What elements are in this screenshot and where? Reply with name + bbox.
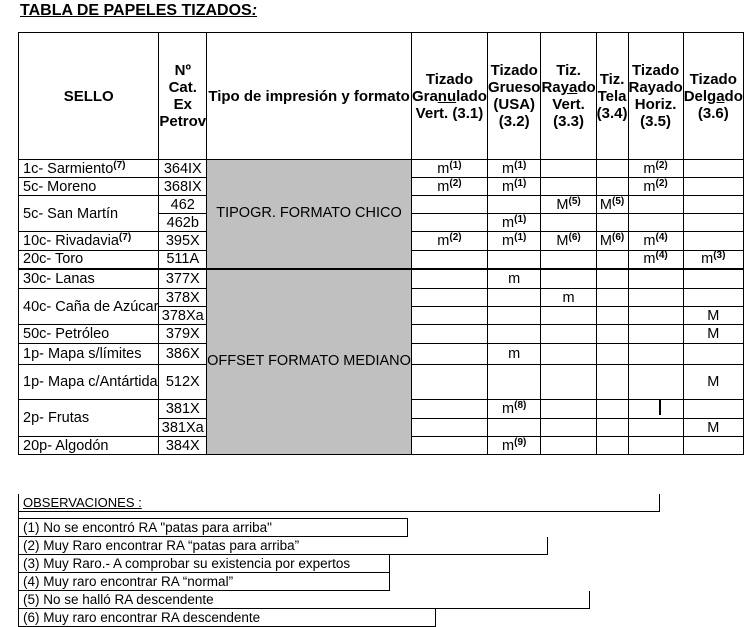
mark-c32: $m^{(1)}$	[487, 232, 541, 251]
mark-c33	[541, 178, 596, 196]
observaciones-block	[18, 494, 660, 627]
mark-c33	[541, 251, 596, 269]
catalog-number: 395X	[159, 232, 207, 251]
observacion-note: (1) No se encontró RA "patas para arriba"	[18, 518, 408, 537]
observaciones-notes	[18, 518, 660, 627]
mark-c35	[628, 400, 683, 419]
mark-c31	[411, 437, 487, 455]
catalog-number: 364IX	[159, 160, 207, 178]
mark-c33	[541, 400, 596, 419]
mark-c35: $m^{(2)}$	[628, 160, 683, 178]
mark-c31: $m^{(2)}$	[411, 178, 487, 196]
mark-c32: m	[487, 344, 541, 365]
mark-c33: m	[541, 289, 596, 307]
mark-c36: M	[683, 419, 743, 437]
mark-c34	[596, 178, 628, 196]
stamp-name: 10c- Rivadavia$^{(7)}$	[19, 232, 159, 251]
table-row	[19, 269, 744, 289]
catalog-number: 381Xa	[159, 419, 207, 437]
catalog-number: 381X	[159, 400, 207, 419]
mark-c36: M	[683, 325, 743, 344]
mark-c36	[683, 178, 743, 196]
mark-c36	[683, 232, 743, 251]
mark-c34	[596, 437, 628, 455]
header-sello: SELLO	[19, 33, 159, 160]
mark-c31	[411, 325, 487, 344]
mark-c32	[487, 365, 541, 400]
header-c33: Tiz. Rayado Vert. (3.3)	[541, 33, 596, 160]
catalog-number: 462b	[159, 214, 207, 232]
header-row	[19, 33, 744, 160]
catalog-number: 386X	[159, 344, 207, 365]
mark-c34	[596, 419, 628, 437]
header-c35: Tizado Rayado Horiz. (3.5)	[628, 33, 683, 160]
catalog-number: 368IX	[159, 178, 207, 196]
stamp-name: 20c- Toro	[19, 251, 159, 269]
catalog-number: 384X	[159, 437, 207, 455]
catalog-number: 511A	[159, 251, 207, 269]
mark-c33	[541, 344, 596, 365]
mark-c36	[683, 437, 743, 455]
mark-c32	[487, 196, 541, 214]
mark-c36	[683, 269, 743, 289]
header-c36: Tizado Delgado (3.6)	[683, 33, 743, 160]
mark-c32	[487, 251, 541, 269]
mark-c33	[541, 214, 596, 232]
mark-c36: $m^{(3)}$	[683, 251, 743, 269]
mark-c33	[541, 437, 596, 455]
mark-c31: $m^{(1)}$	[411, 160, 487, 178]
observaciones-title: OBSERVACIONES :	[18, 494, 660, 512]
page-title: TABLA DE PAPELES TIZADOS:	[20, 2, 258, 19]
stamp-name: 1p- Mapa c/Antártida	[19, 365, 159, 400]
mark-c35	[628, 344, 683, 365]
mark-c33: $M^{(5)}$	[541, 196, 596, 214]
stamp-name: 30c- Lanas	[19, 269, 159, 289]
mark-c34	[596, 325, 628, 344]
mark-c33	[541, 160, 596, 178]
stamp-name: 50c- Petróleo	[19, 325, 159, 344]
stamp-name: 1p- Mapa s/límites	[19, 344, 159, 365]
stamps-table	[18, 32, 744, 455]
mark-c36	[683, 196, 743, 214]
mark-c33	[541, 325, 596, 344]
mark-c34	[596, 214, 628, 232]
mark-c34	[596, 289, 628, 307]
stamp-name: 40c- Caña de Azúcar	[19, 289, 159, 325]
observacion-note: (2) Muy Raro encontrar RA “patas para arriba”	[18, 537, 548, 555]
header-tipo: Tipo de impresión y formato	[207, 33, 412, 160]
catalog-number: 377X	[159, 269, 207, 289]
mark-c31	[411, 196, 487, 214]
stamp-name: 5c- Moreno	[19, 178, 159, 196]
mark-c33	[541, 419, 596, 437]
mark-c31	[411, 365, 487, 400]
mark-c31	[411, 419, 487, 437]
table-row	[19, 160, 744, 178]
mark-c34	[596, 365, 628, 400]
catalog-number: 462	[159, 196, 207, 214]
catalog-number: 512X	[159, 365, 207, 400]
mark-c32: $m^{(9)}$	[487, 437, 541, 455]
mark-c32: $m^{(1)}$	[487, 160, 541, 178]
mark-c35	[628, 307, 683, 325]
stamp-name: 5c- San Martín	[19, 196, 159, 232]
catalog-number: 378X	[159, 289, 207, 307]
mark-c35	[628, 419, 683, 437]
mark-c32	[487, 289, 541, 307]
mark-c36	[683, 400, 743, 419]
catalog-number: 378Xa	[159, 307, 207, 325]
group-tipogr: TIPOGR. FORMATO CHICO	[207, 160, 412, 269]
header-cat: Nº Cat. Ex Petrov	[159, 33, 207, 160]
mark-c35	[628, 325, 683, 344]
mark-c31	[411, 251, 487, 269]
header-c31: Tizado Granulado Vert. (3.1)	[411, 33, 487, 160]
mark-c32: $m^{(1)}$	[487, 214, 541, 232]
header-c34: Tiz. Tela (3.4)	[596, 33, 628, 160]
mark-c33	[541, 307, 596, 325]
header-c32: Tizado Grueso (USA) (3.2)	[487, 33, 541, 160]
mark-c35: $m^{(2)}$	[628, 178, 683, 196]
mark-c36: M	[683, 365, 743, 400]
mark-c35	[628, 196, 683, 214]
mark-c34	[596, 307, 628, 325]
mark-c36	[683, 344, 743, 365]
catalog-number: 379X	[159, 325, 207, 344]
mark-c34: $M^{(5)}$	[596, 196, 628, 214]
stamp-name: 20p- Algodón	[19, 437, 159, 455]
mark-c34	[596, 344, 628, 365]
mark-c34	[596, 160, 628, 178]
stamp-name: 1c- Sarmiento$^{(7)}$	[19, 160, 159, 178]
mark-c31	[411, 400, 487, 419]
mark-c31	[411, 269, 487, 289]
mark-c32	[487, 307, 541, 325]
mark-c35: $m^{(4)}$	[628, 251, 683, 269]
mark-c33	[541, 269, 596, 289]
mark-c35	[628, 437, 683, 455]
stamp-name: 2p- Frutas	[19, 400, 159, 437]
mark-c35	[628, 214, 683, 232]
mark-c32: $m^{(1)}$	[487, 178, 541, 196]
mark-c32	[487, 419, 541, 437]
mark-c35	[628, 289, 683, 307]
group-offset: OFFSET FORMATO MEDIANO	[207, 269, 412, 455]
mark-c32: m	[487, 269, 541, 289]
mark-c31	[411, 344, 487, 365]
mark-c31	[411, 289, 487, 307]
mark-c36	[683, 214, 743, 232]
mark-c35: $m^{(4)}$	[628, 232, 683, 251]
mark-c31	[411, 307, 487, 325]
edge-mark	[659, 399, 661, 415]
mark-c35	[628, 269, 683, 289]
mark-c33: $M^{(6)}$	[541, 232, 596, 251]
mark-c31: $m^{(2)}$	[411, 232, 487, 251]
mark-c34: $M^{(6)}$	[596, 232, 628, 251]
mark-c32	[487, 325, 541, 344]
mark-c36	[683, 289, 743, 307]
mark-c34	[596, 251, 628, 269]
mark-c36: M	[683, 307, 743, 325]
mark-c34	[596, 269, 628, 289]
mark-c32: $m^{(8)}$	[487, 400, 541, 419]
observacion-note: (5) No se halló RA descendente	[18, 591, 590, 609]
mark-c31	[411, 214, 487, 232]
mark-c35	[628, 365, 683, 400]
observacion-note: (6) Muy raro encontrar RA descendente	[18, 609, 436, 627]
observacion-note: (4) Muy raro encontrar RA “normal”	[18, 573, 390, 591]
table-body	[19, 160, 744, 455]
observacion-note: (3) Muy Raro.- A comprobar su existencia por expertos	[18, 555, 390, 573]
mark-c33	[541, 365, 596, 400]
mark-c36	[683, 160, 743, 178]
mark-c34	[596, 400, 628, 419]
